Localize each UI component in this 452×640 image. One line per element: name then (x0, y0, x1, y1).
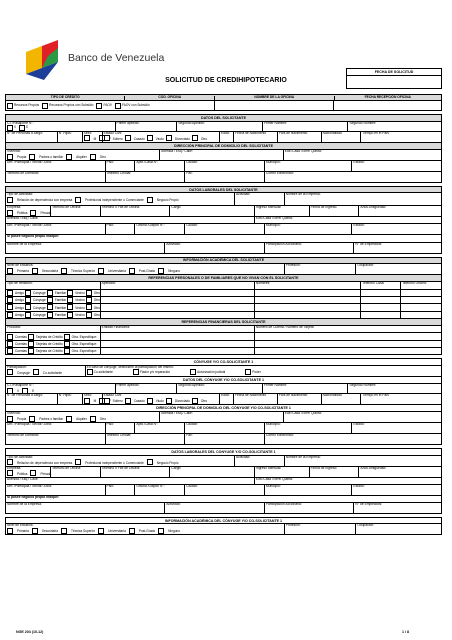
reference-office-phone-field[interactable] (401, 297, 441, 303)
financial-entity-field[interactable] (101, 341, 255, 347)
checkbox-icon[interactable] (7, 304, 13, 310)
checkbox-icon[interactable] (7, 334, 13, 340)
checkbox-icon[interactable] (125, 398, 131, 404)
checkbox-icon[interactable] (104, 135, 110, 141)
checkbox-icon[interactable] (7, 341, 13, 347)
checkbox-icon (42, 103, 48, 109)
checkbox-icon[interactable] (47, 290, 53, 296)
checkbox-icon[interactable] (64, 334, 70, 340)
reference-home-phone-field[interactable] (361, 304, 401, 310)
reference-surname-field[interactable] (101, 304, 255, 310)
financial-rows (5, 333, 442, 355)
checkbox-icon[interactable] (166, 135, 172, 141)
checkbox-icon[interactable] (28, 334, 34, 340)
checkbox-icon[interactable] (192, 135, 198, 141)
account-number-field[interactable] (255, 333, 441, 339)
checkbox-icon[interactable] (7, 290, 13, 296)
checkbox-icon[interactable] (147, 197, 153, 203)
checkbox-icon[interactable] (25, 312, 31, 318)
checkbox-icon[interactable] (7, 459, 13, 465)
checkbox-icon[interactable] (25, 290, 31, 296)
section-residence: DIRECCIÓN PRINCIPAL DE DOMICILIO DEL SOLICITANTE (5, 143, 442, 150)
checkbox-icon[interactable] (28, 348, 34, 354)
financial-entity-field[interactable] (101, 333, 255, 339)
reference-name-field[interactable] (255, 304, 361, 310)
checkbox-icon[interactable] (32, 528, 38, 534)
financial-row: Cuentas Tarjetas de Crédito Otra. Especifique: (5, 341, 442, 348)
checkbox-icon[interactable] (192, 398, 198, 404)
section-education: INFORMACIÓN ACADÉMICA DEL SOLICITANTE (5, 257, 442, 264)
credit-option[interactable]: FAOV con Subsidio (115, 103, 150, 109)
reference-office-phone-field[interactable] (401, 304, 441, 310)
account-number-field[interactable] (255, 341, 441, 347)
checkbox-icon[interactable] (7, 470, 13, 476)
applicant-names-row: C.I./Pasaporte N°: V E Primer apellido: Segundo Apellido: Primer Nombre: Segundo Nombre: (5, 122, 442, 132)
checkbox-icon[interactable] (47, 297, 53, 303)
checkbox-icon[interactable] (7, 268, 13, 274)
financial-row: Cuentas Tarjetas de Crédito Otra. Especifique: (5, 333, 442, 340)
checkbox-icon[interactable] (166, 398, 172, 404)
checkbox-icon[interactable] (7, 348, 13, 354)
checkbox-icon[interactable] (33, 369, 39, 375)
section-spouse: CÓNYUGE Y/O CO-SOLICITANTE 1 (5, 358, 442, 365)
reference-office-phone-field[interactable] (401, 290, 441, 296)
checkbox-icon (87, 369, 93, 375)
reference-row: Amigo Cónyuge Familiar Vecino Otro (5, 312, 442, 319)
financial-row: Cuentas Tarjetas de Crédito Otra. Especifique: (5, 348, 442, 355)
checkbox-icon[interactable] (86, 312, 92, 318)
checkbox-icon[interactable] (129, 268, 135, 274)
checkbox-icon[interactable] (30, 210, 36, 216)
checkbox-icon[interactable] (7, 197, 13, 203)
checkbox-icon[interactable] (86, 304, 92, 310)
bank-name: Banco de Venezuela (68, 52, 165, 64)
checkbox-icon[interactable] (86, 290, 92, 296)
checkbox-icon[interactable] (75, 197, 81, 203)
checkbox-icon[interactable] (125, 135, 131, 141)
checkbox-icon[interactable] (158, 268, 164, 274)
checkbox-icon[interactable] (66, 154, 72, 160)
reference-home-phone-field[interactable] (361, 312, 401, 318)
checkbox-icon (7, 103, 13, 109)
office-date-label: FECHA RECEPCIÓN OFICINA (364, 94, 411, 99)
checkbox-icon[interactable] (75, 459, 81, 465)
page-number: 1 / 8 (402, 630, 409, 634)
checkbox-icon[interactable] (84, 398, 90, 404)
checkbox-icon[interactable] (90, 416, 96, 422)
checkbox-icon[interactable] (61, 268, 67, 274)
section-spouse-data: DATOS DEL CÓNYUGE Y/O CO-SOLICITANTE 1 (5, 377, 442, 384)
checkbox-icon[interactable] (64, 341, 70, 347)
section-references: REFERENCIAS PERSONALES O DE FAMILIARES QUE NO VIVAN CON EL SOLICITANTE (5, 275, 442, 282)
checkbox-icon[interactable] (7, 210, 13, 216)
checkbox-icon[interactable] (84, 135, 90, 141)
checkbox-icon[interactable] (29, 154, 35, 160)
first-name-field[interactable]: Primer Nombre: (263, 122, 349, 131)
credit-option[interactable]: FAOV (96, 103, 112, 109)
checkbox-icon[interactable] (47, 304, 53, 310)
checkbox-icon[interactable] (67, 297, 73, 303)
reference-office-phone-field[interactable] (401, 312, 441, 318)
checkbox-icon[interactable] (86, 297, 92, 303)
office-code-label: COD. OFICINA (125, 96, 215, 100)
section-financial: REFERENCIAS FINANCIERAS DEL SOLICITANTE (5, 319, 442, 326)
checkbox-icon[interactable] (67, 312, 73, 318)
applicant-details-row: N° de Personas a cargo: N° Hijos: Sexo: M F Estado Civil: Soltero Casado Viudo Divorciado Otro Edad: Fecha de Nacimiento País de Nacimiento Nacionalidad Tiempo en el País (5, 132, 442, 143)
checkbox-icon[interactable] (7, 297, 13, 303)
reference-name-field[interactable] (255, 290, 361, 296)
checkbox-icon[interactable] (90, 154, 96, 160)
checkbox-icon[interactable] (7, 416, 13, 422)
reference-home-phone-field[interactable] (361, 297, 401, 303)
application-form: TIPO DE CRÉDITO COD. OFICINA NOMBRE DE LA OFICINA FECHA RECEPCIÓN OFICINA Recursos Propios Recursos Propios con Subsidio FAOV FAOV con Subsidio DATOS DEL SOLICITANTE C.I./Pasaporte N°: V E Primer apellido: Segundo Apellido: Primer Nombre: Segundo Nombre: N° de Personas a cargo: N° Hijos: Sexo: M F Estado Civil: Soltero Casado Viudo Divorciado Otro Edad: Fecha de Nacimiento País de Nacimiento Nacionalidad Tiempo en el País DIRECCIÓN PRINCIPAL DE DOMICILIO DEL SOLICITANTE Vivienda: Propia Padres o familiar Alquiler Otro Avenida / Esq / Calle: Edif./Casa /Torre/ Quinta: Urb. /Parroquia / Sector/ Zona: Piso: Apto./Casa N°: Ciudad: Municipio: Estado: Teléfono de Domicilio: Teléfono Celular: Fax: Correo Electrónico: DATOS LABORALES DEL SOLICITANTE Tipo de Actividad: Relación de dependencia con empresa Profesional independiente o Comerciante Negocio Propio Actividad: Nombre de la Empresa: Empresa: Pública Privada Teléfono de Oficina: Teléfono o Fax de Oficina: Cargo: Ingreso Mensual: Fecha de Ingreso: Años Antigüedad: Avenida / Esq / Calle: Edif./Casa /Torre/ Quinta: Urb. /Parroquia / Sector/ Zona: Piso: Oficina /Galpón N°: Ciudad: Municipio: Estado: Si posee negocio propio indique: Nombre de la Empresa: Actividad: Participación Accionaria: N° de Empleados: INFORMACIÓN ACADÉMICA DEL SOLICITANTE Nivel de Estudios: Primaria Secundaria Técnica Superior Universitaria Post-Grado Ninguno Profesión: Ocupación: REFERENCIAS PERSONALES O DE FAMILIARES QUE NO VIVAN CON EL SOLICITANTE Tipo de Relación: Apellidos: Nombres: Teléfono Casa: Teléfono Oficina: Amigo Cónyuge Familiar Vecino Otro Amigo Cónyuge Familiar Vecino Otro Amigo Cónyuge Familiar Vecino Otro Amigo Cónyuge Familiar Vecino Otro REFERENCIAS FINANCIERAS DEL SOLICITANTE Producto: Entidad Financiera: Número de Cuenta / Número de Tarjeta Cuentas Tarjetas de Crédito Otra. Especifique: Cuentas Tarjetas de Crédito Otra. Especifique: Cuentas Tarjetas de Crédito Otra. Especifique: CÓNYUGE Y/O CO-SOLICITANTE 1 Participación: Conyuge Co-solicitante En caso de cónyuge, seleccione la participación del mismo: Co-solicitante Fiador y/o reparación Autorización judicial Poder DATOS DEL CÓNYUGE Y/O CO-SOLICITANTE 1 C.I./Pasaporte N°: V E Primer apellido: Segundo Apellido: Primer Nombre: Segundo Nombre: N° de Personas a cargo: N° Hijos: Sexo: M F Estado Civil: Soltero Casado Viudo Divorciado Otro Edad: Fecha de Nacimiento País de Nacimiento Nacionalidad Tiempo en el País DIRECCIÓN PRINCIPAL DE DOMICILIO DEL CÓNYUGE Y/O CO-SOLICITANTE 1 Vivienda: Propia Padres o familiar Alquiler Otro Avenida / Esq / Calle: Edif./Casa /Torre/ Quinta: Urb. /Parroquia / Sector/ Zona: Piso: Apto./Casa N°: Ciudad: Municipio: Estado: Teléfono de Domicilio: Teléfono Celular: Fax: Correo Electrónico: DATOS LABORALES DEL CONYUGE Y/O CO-SOLICITANTE 1 Tipo de Actividad: Relación de dependencia con empresa Profesional independiente o Comerciante Negocio Propio Actividad: Nombre de la Empresa: Empresa: Pública Privada Teléfono de Oficina: Teléfono o Fax de Oficina: Cargo: Ingreso Mensual: Fecha de Ingreso: Años Antigüedad: Avenida / Esq / Calle: Edif./Casa /Torre/ Quinta: Urb. /Parroquia / Sector/ Zona: Piso: Oficina /Galpón N°: Ciudad: Municipio: Estado: Si posee negocio propio indique: Nombre de la Empresa: Actividad: Participación Accionaria: N° de Empleados: INFORMACIÓN ACADÉMICA DEL CÓNYUGE Y/O CO-SOLICITANTE 1 Nivel de Estudios: Primaria Secundaria Técnica Superior Universitaria Post-Grado Ninguno Profesión: Ocupación: (5, 94, 442, 535)
form-title: SOLICITUD DE CREDIHIPOTECARIO (165, 77, 287, 84)
checkbox-icon[interactable] (147, 398, 153, 404)
second-surname-field[interactable]: Segundo Apellido: (177, 122, 263, 131)
checkbox-icon[interactable] (64, 348, 70, 354)
checkbox-icon[interactable] (129, 528, 135, 534)
checkbox-icon (133, 369, 139, 375)
office-date-field[interactable] (334, 101, 441, 110)
account-number-field[interactable] (255, 348, 441, 354)
section-employment: DATOS LABORALES DEL SOLICITANTE (5, 186, 442, 193)
checkbox-icon[interactable] (158, 528, 164, 534)
checkbox-icon[interactable] (66, 416, 72, 422)
reference-name-field[interactable] (255, 312, 361, 318)
checkbox-icon[interactable] (25, 297, 31, 303)
checkbox-icon (96, 103, 102, 109)
section-applicant: DATOS DEL SOLICITANTE (5, 114, 442, 121)
reference-surname-field[interactable] (101, 297, 255, 303)
checkbox-icon[interactable] (28, 341, 34, 347)
checkbox-icon[interactable] (147, 135, 153, 141)
checkbox-icon[interactable] (7, 369, 13, 375)
checkbox-icon[interactable] (7, 154, 13, 160)
checkbox-icon[interactable] (29, 416, 35, 422)
second-name-field[interactable]: Segundo Nombre: (349, 120, 377, 125)
checkbox-icon[interactable] (30, 470, 36, 476)
checkbox-icon[interactable] (98, 268, 104, 274)
reference-row: Amigo Cónyuge Familiar Vecino Otro (5, 304, 442, 311)
reference-row: Amigo Cónyuge Familiar Vecino Otro (5, 297, 442, 304)
office-name-field[interactable] (215, 101, 334, 110)
credit-option[interactable]: Recursos Propios (7, 103, 39, 109)
checkbox-icon[interactable] (61, 528, 67, 534)
office-name-label: NOMBRE DE LA OFICINA (215, 96, 334, 100)
reference-surname-field[interactable] (101, 312, 255, 318)
checkbox-icon (190, 369, 196, 375)
section-spouse-education: INFORMACIÓN ACADÉMICA DEL CÓNYUGE Y/O CO-SOLICITANTE 1 (5, 517, 442, 524)
credit-options-row (5, 101, 442, 111)
checkbox-icon[interactable] (98, 528, 104, 534)
checkbox-icon[interactable] (47, 312, 53, 318)
reference-home-phone-field[interactable] (361, 290, 401, 296)
reference-name-field[interactable] (255, 297, 361, 303)
section-spouse-employment: DATOS LABORALES DEL CONYUGE Y/O CO-SOLICITANTE 1 (5, 448, 442, 455)
checkbox-icon[interactable] (7, 312, 13, 318)
reference-surname-field[interactable] (101, 290, 255, 296)
first-surname-field[interactable]: Primer apellido: (116, 122, 178, 131)
checkbox-icon[interactable] (25, 304, 31, 310)
checkbox-icon (245, 369, 251, 375)
checkbox-icon (115, 103, 121, 109)
checkbox-icon[interactable] (104, 398, 110, 404)
checkbox-icon[interactable] (7, 528, 13, 534)
form-code: NGE 204 (10-12) (16, 630, 44, 634)
credit-type-label: TIPO DE CRÉDITO (6, 96, 125, 100)
checkbox-icon[interactable] (67, 304, 73, 310)
checkbox-icon[interactable] (147, 459, 153, 465)
section-spouse-residence: DIRECCIÓN PRINCIPAL DE DOMICILIO DEL CÓNYUGE Y/O CO-SOLICITANTE 1 (5, 405, 442, 412)
financial-entity-field[interactable] (101, 348, 255, 354)
credit-options (7, 103, 150, 109)
checkbox-icon[interactable] (32, 268, 38, 274)
reference-row: Amigo Cónyuge Familiar Vecino Otro (5, 290, 442, 297)
credit-option[interactable]: Recursos Propios con Subsidio (42, 103, 93, 109)
date-label: FECHA DE SOLICITUD (347, 69, 441, 76)
reference-rows (5, 290, 442, 319)
credit-header-row (5, 94, 442, 101)
bank-logo (24, 38, 62, 82)
checkbox-icon[interactable] (67, 290, 73, 296)
